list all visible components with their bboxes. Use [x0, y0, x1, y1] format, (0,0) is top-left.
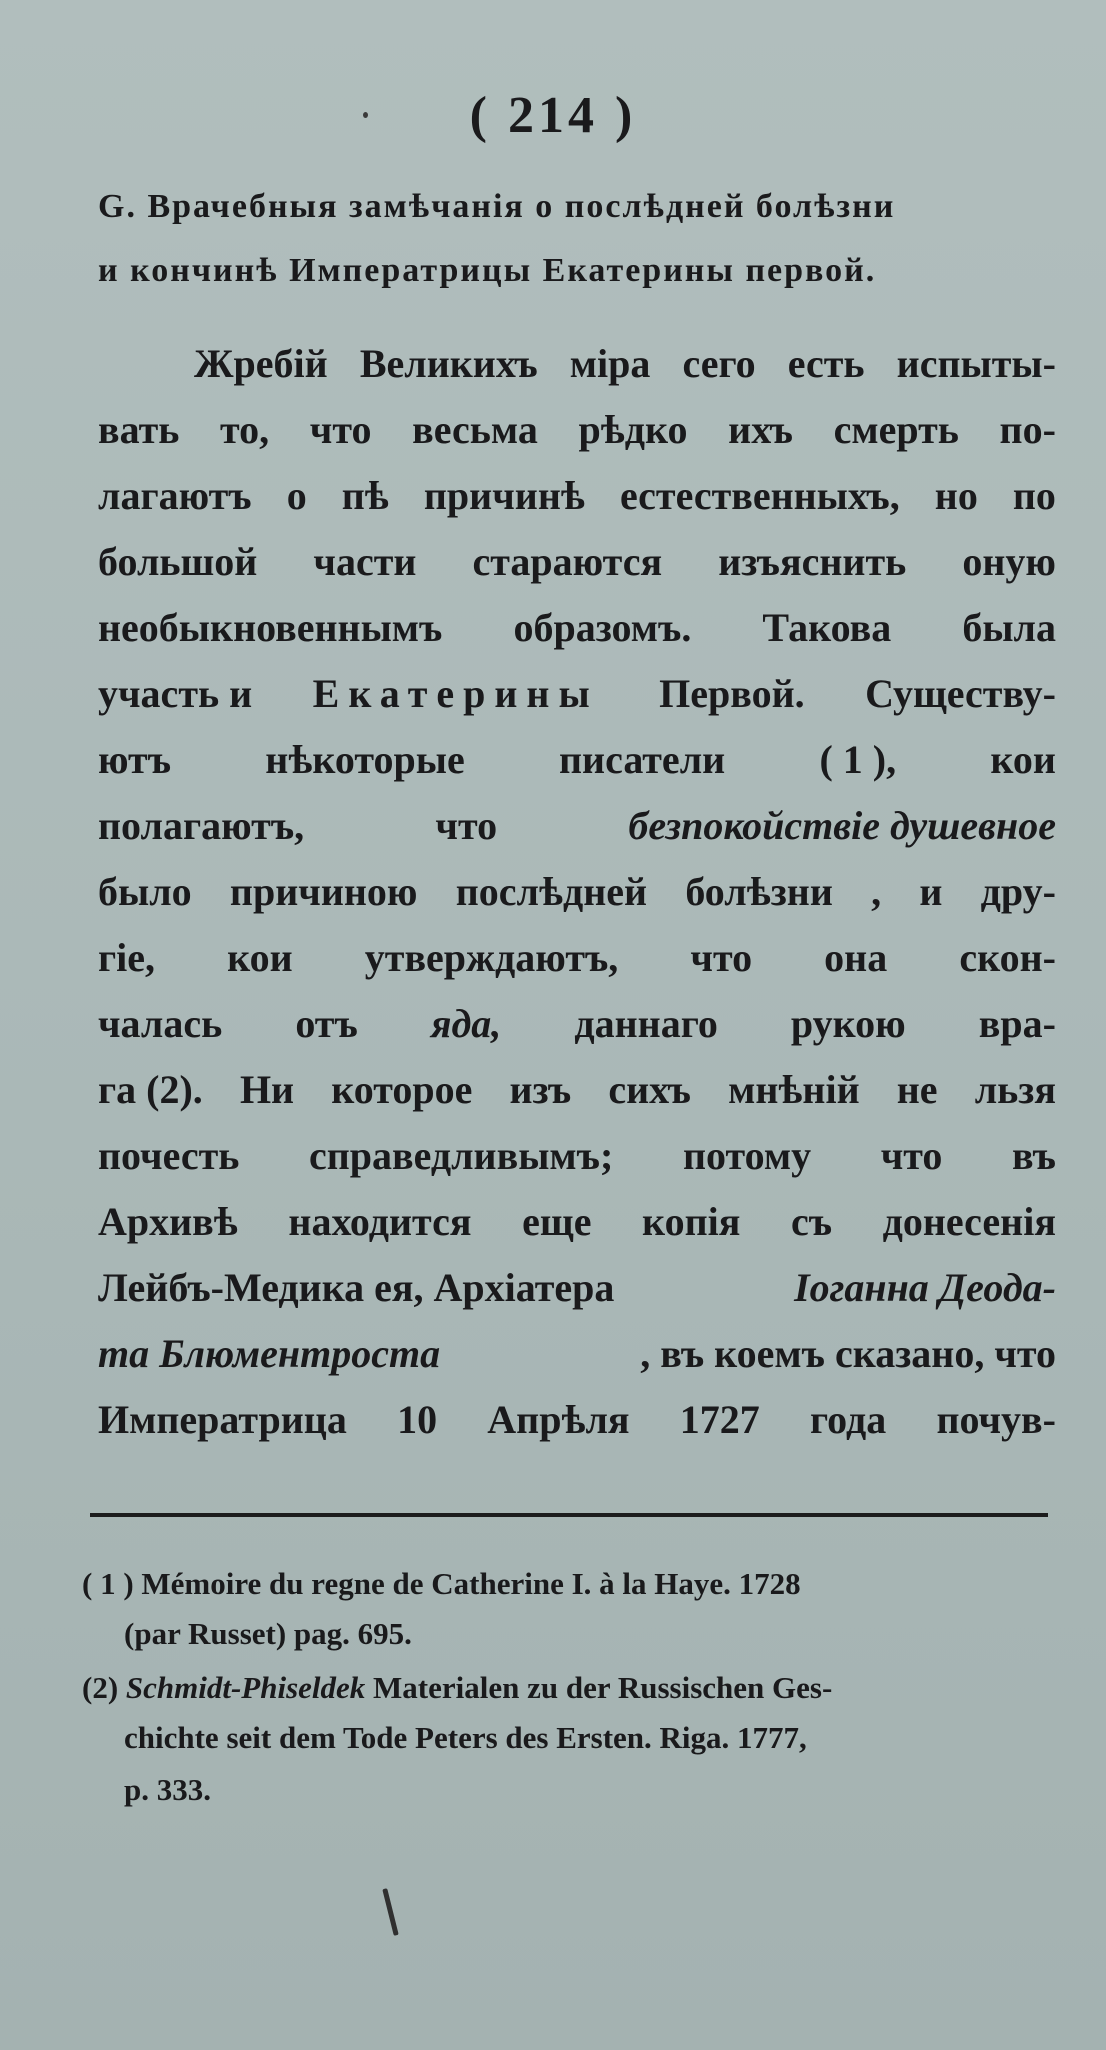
- footnote-2-title: Materialen zu der Russischen Ges-: [373, 1670, 833, 1705]
- body-line: та Блюментроста , въ коемъ сказано, что: [98, 1331, 1056, 1376]
- body-line: Лейбъ-Медика ея, Архіатера Іоганна Деода-: [98, 1265, 1056, 1310]
- page-number: ( 214 ): [469, 87, 637, 144]
- body-line: Архивѣ находится еще копія съ донесенія: [98, 1199, 1056, 1244]
- body-line: Жребій Великихъ міра сего есть испыты-: [194, 341, 1056, 386]
- body-line: полагаютъ, что безпокойствіе душевное: [98, 803, 1056, 848]
- footnote-1: ( 1 ) Mémoire du regne de Catherine I. à la Haye. 1728: [82, 1566, 801, 1601]
- body-line: участь и Екатерины Первой. Существу-: [98, 671, 1056, 716]
- section-heading-line-2: и кончинѣ Императрицы Екатерины первой.: [98, 252, 877, 289]
- body-line: лагаютъ о пѣ причинѣ естественныхъ, но по: [98, 473, 1056, 518]
- footnote-2: [82, 1670, 832, 1706]
- footnote-2-author: Schmidt-Phiseldek: [125, 1670, 366, 1705]
- body-line: гіе, кои утверждаютъ, что она скон-: [98, 935, 1056, 980]
- body-line: Императрица 10 Апрѣля 1727 года почув-: [98, 1397, 1056, 1442]
- footnote-separator: [90, 1513, 1048, 1517]
- body-line: почесть справедливымъ; потому что въ: [98, 1133, 1056, 1178]
- body-line: было причиною послѣдней болѣзни , и дру-: [98, 869, 1056, 914]
- section-heading-line-1: G. Врачебныя замѣчанія о послѣдней болѣзни: [98, 188, 896, 225]
- body-line: чалась отъ яда, даннаго рукою вра-: [98, 1001, 1056, 1046]
- body-line: ютъ нѣкоторые писатели ( 1 ), кои: [98, 737, 1056, 782]
- body-line: вать то, что весьма рѣдко ихъ смерть по-: [98, 407, 1056, 452]
- ink-mark: [382, 1888, 398, 1936]
- body-line: большой части стараются изъяснить оную: [98, 539, 1056, 584]
- footnote-1-continued: (par Russet) pag. 695.: [124, 1616, 412, 1651]
- footnote-2-page: p. 333.: [124, 1772, 211, 1807]
- footnote-2-continued: chichte seit dem Tode Peters des Ersten. Riga. 1777,: [124, 1720, 807, 1755]
- body-line: га (2). Ни которое изъ сихъ мнѣній не льзя: [98, 1067, 1056, 1112]
- body-line: необыкновеннымъ образомъ. Такова была: [98, 605, 1056, 650]
- footnote-2-marker: (2): [82, 1670, 119, 1705]
